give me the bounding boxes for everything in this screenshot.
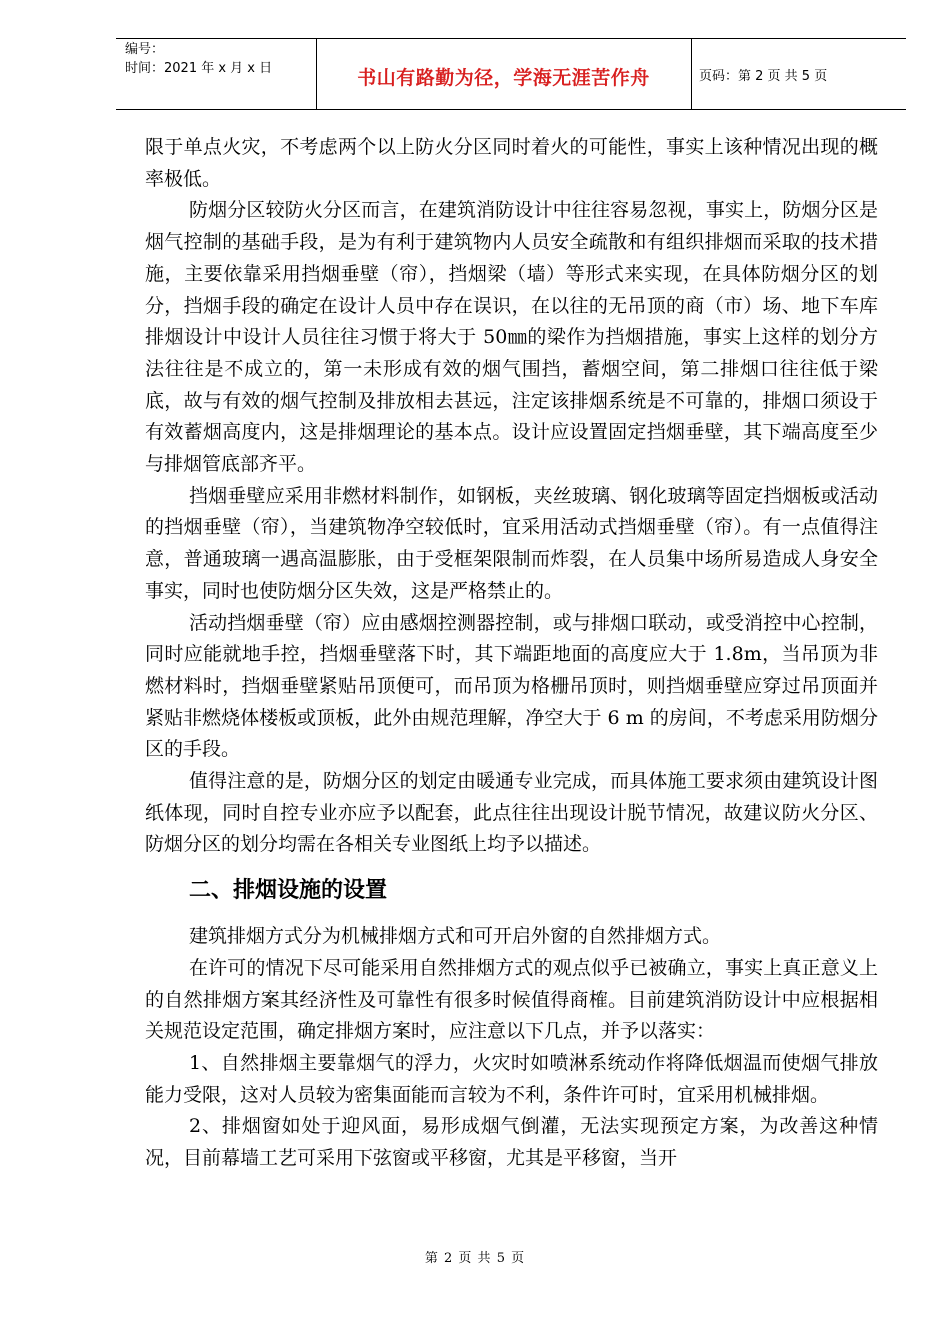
page-header — [116, 38, 906, 110]
list-item: 1、自然排烟主要靠烟气的浮力，火灾时如喷淋系统动作将降低烟温而使烟气排放能力受限，这对人员较为密集面能而言较为不利，条件许可时，宜采用机械排烟。 — [145, 1051, 878, 1106]
section-heading: 二、排烟设施的设置 — [189, 878, 388, 904]
paragraph: 防烟分区较防火分区而言，在建筑消防设计中往往容易忽视，事实上，防烟分区是烟气控制的基础手段，是为有利于建筑物内人员安全疏散和有组织排烟而采取的技术措施，主要依靠采用挡烟垂壁（帘），挡烟梁（墙）等形式来实现，在具体防烟分区的划分，挡烟手段的确定在设计人员中存在误识，在以往的无吊顶的商（市）场、地下车库排烟设计中设计人员往往习惯于将大于 50㎜的梁作为挡烟措施，事实上这样的划分方法往往是不成立的，第一未形成有效的烟气围挡，蓄烟空间，第二排烟口往往低于梁底，故与有效的烟气控制及排放相去甚远，注定该排烟系统是不可靠的，排烟口须设于有效蓄烟高度内，这是排烟理论的基本点。设计应设置固定挡烟垂壁，其下端高度至少与排烟管底部齐平。 — [145, 199, 878, 476]
paragraph: 值得注意的是，防烟分区的划定由暖通专业完成，而具体施工要求须由建筑设计图纸体现，同时自控专业亦应予以配套，此点往往出现设计脱节情况，故建议防火分区、防烟分区的划分均需在各相关专业图纸上均予以描述。 — [145, 770, 878, 856]
header-motto: 书山有路勤为径，学海无涯苦作舟 — [357, 67, 650, 89]
document-body — [145, 132, 878, 1175]
header-info-cell — [116, 39, 317, 109]
header-page-cell — [691, 39, 906, 109]
paragraph: 活动挡烟垂壁（帘）应由感烟控测器控制，或与排烟口联动，或受消控中心控制，同时应能就地手控，挡烟垂壁落下时，其下端距地面的高度应大于 1.8m，当吊顶为非燃材料时，挡烟垂壁紧贴吊顶便可，而吊顶为格栅吊顶时，则挡烟垂壁应穿过吊顶面并紧贴非燃烧体楼板或顶板，此外由规范理解，净空大于 6 m 的房间，不考虑采用防烟分区的手段。 — [145, 611, 878, 761]
document-time-label: 时间：2021 年 x 月 x 日 — [125, 61, 273, 76]
paragraph: 挡烟垂壁应采用非燃材料制作，如钢板，夹丝玻璃、钢化玻璃等固定挡烟板或活动的挡烟垂壁（帘），当建筑物净空较低时，宜采用活动式挡烟垂壁（帘）。有一点值得注意，普通玻璃一遇高温膨胀，由于受框架限制而炸裂，在人员集中场所易造成人身安全事实，同时也使防烟分区失效，这是严格禁止的。 — [145, 484, 878, 602]
list-item: 2、排烟窗如处于迎风面，易形成烟气倒灌，无法实现预定方案，为改善这种情况，目前幕墙工艺可采用下弦窗或平移窗，尤其是平移窗，当开 — [145, 1115, 878, 1170]
header-motto-cell — [316, 39, 692, 109]
paragraph: 限于单点火灾，不考虑两个以上防火分区同时着火的可能性，事实上该种情况出现的概率极低。 — [145, 136, 878, 190]
paragraph: 在许可的情况下尽可能采用自然排烟方式的观点似乎已被确立，事实上真正意义上的自然排烟方案其经济性及可靠性有很多时候值得商榷。目前建筑消防设计中应根据相关规范设定范围，确定排烟方案时，应注意以下几点，并予以落实： — [145, 956, 878, 1043]
header-page-number: 页码：第 2 页 共 5 页 — [699, 69, 828, 84]
document-number-label: 编号： — [125, 42, 165, 57]
paragraph: 建筑排烟方式分为机械排烟方式和可开启外窗的自然排烟方式。 — [189, 925, 722, 948]
page-footer: 第 2 页 共 5 页 — [424, 1251, 526, 1266]
